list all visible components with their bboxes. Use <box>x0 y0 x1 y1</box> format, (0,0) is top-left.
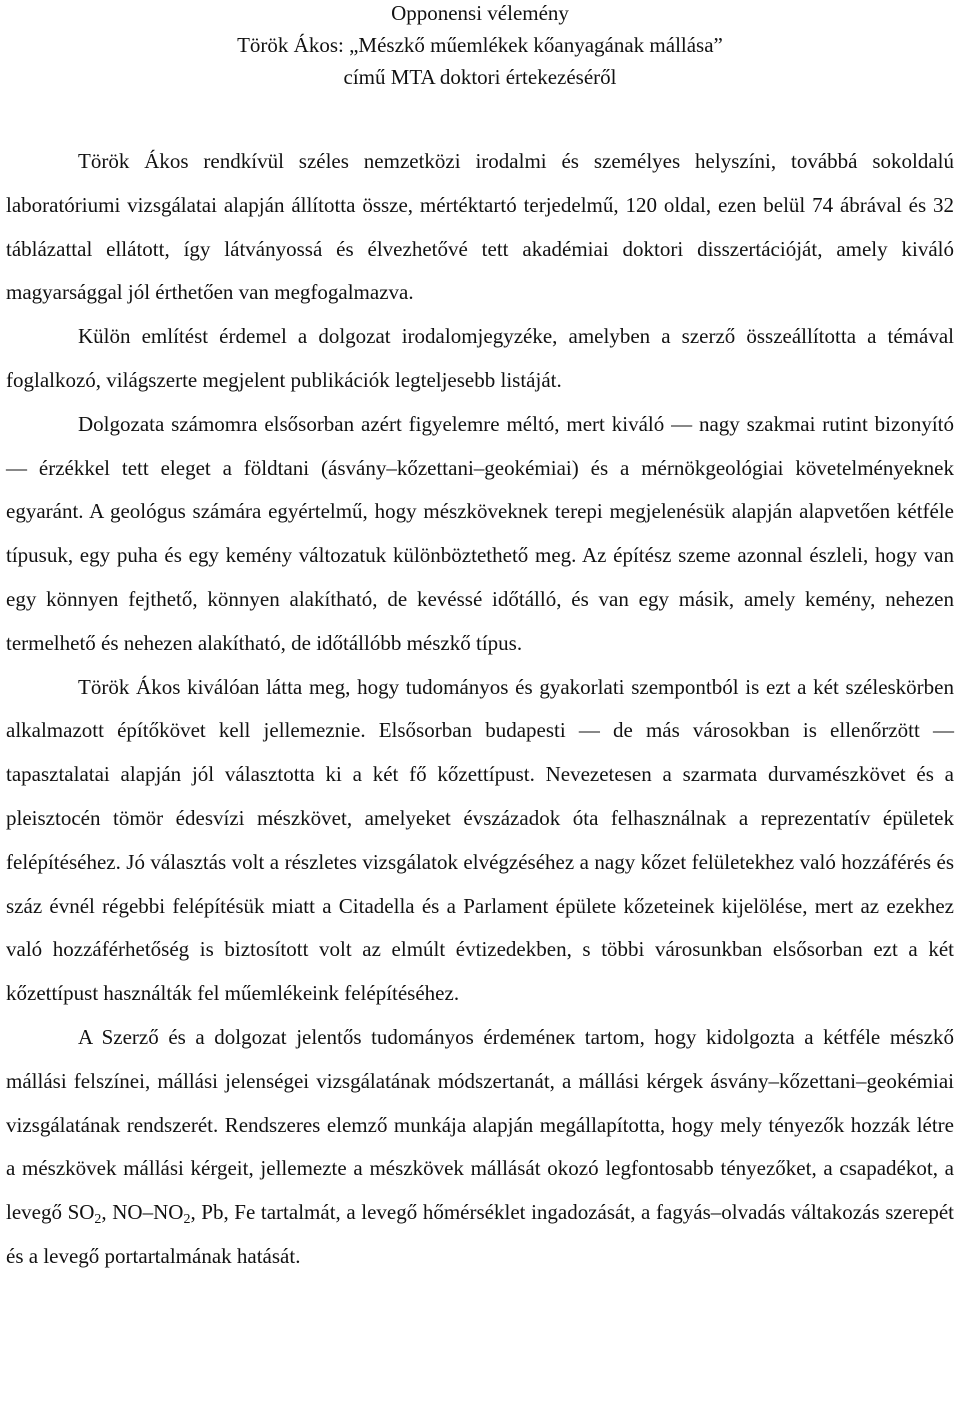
document-subtitle: című MTA doktori értekezéséről <box>343 65 617 89</box>
document-title: Opponensi vélemény <box>391 1 569 25</box>
paragraph: Dolgozata számomra elsősorban azért figyelemre méltó, mert kiváló ― nagy szakmai rutint bizonyító ― érzékkel tett eleget a földtani (ásvány–kőzettani–geokémiai) és a mérnökgeológiai követelményeknek egyaránt. A geológus számára egyértelmű, hogy mészköveknek terepi megjelenésük alapján alapvetően kétféle típusuk, egy puha és egy kemény változatuk különböztethető meg. Az építész szeme azonnal észleli, hogy van egy könnyen fejthető, könnyen alakítható, de kevéssé időtálló, és van egy másik, amely kemény, nehezen termelhető és nehezen alakítható, de időtállóbb mészkő típus. <box>6 411 954 655</box>
paragraph: Török Ákos rendkívül széles nemzetközi irodalmi és személyes helyszíni, továbbá sokoldalú laboratóriumi vizsgálatai alapján állította össze, mértéktartó terjedelmű, 120 oldal, ezen belül 74 ábrával és 32 táblázattal ellátott, így látványossá és élvezhetővé tett akadémiai doktori disszertációját, amely kiváló magyarsággal jól érthetően van megfogalmazva. <box>6 149 954 305</box>
document-header <box>6 0 954 93</box>
paragraph-text: , NO–NO <box>101 1200 184 1225</box>
subscript: 2 <box>94 1212 102 1228</box>
document-subject: Török Ákos: „Mészkő műemlékek kőanyagának mállása” <box>237 33 723 57</box>
paragraph-text: , Pb, Fe tartalmát, a levegő hőmérséklet ingadozását, a fagyás–olvadás váltakozás szerepét és a levegő portartalmának hatását. <box>6 1200 954 1268</box>
document-body <box>6 140 954 1279</box>
subscript: 2 <box>183 1212 191 1228</box>
paragraph: Külön említést érdemel a dolgozat irodalomjegyzéke, amelyben a szerző összeállította a témával foglalkozó, világszerte megjelent publikációk legteljesebb listáját. <box>6 324 954 392</box>
paragraph: Török Ákos kiválóan látta meg, hogy tudományos és gyakorlati szempontból is ezt a két széleskörben alkalmazott építőkövet kell jellemeznie. Elsősorban budapesti ― de más városokban is ellenőrzött ― tapasztalatai alapján jól választotta ki a két fő kőzettípust. Nevezetesen a szarmata durvamészkövet és a pleisztocén tömör édesvízi mészkövet, amelyeket évszázadok óta felhasználnak a reprezentatív épületek felépítéséhez. Jó választás volt a részletes vizsgálatok elvégzéséhez a nagy kőzet felületekhez való hozzáférés és száz évnél régebbi felépítésük miatt a Citadella és a Parlament épülete kőzeteinek kijelölése, mert az ezekhez való hozzáférhetőség is biztosított volt az elmúlt évtizedekben, s többi városunkban elsősorban ezt a két kőzettípust használták fel műemlékeink felépítéséhez. <box>6 674 954 1006</box>
paragraph <box>6 1016 954 1279</box>
paragraph-text: A Szerző és a dolgozat jelentős tudományos érdeméneк tartom, hogy kidolgozta a kétféle mészkő mállási felszínei, mállási jelenségei vizsgálatának módszertanát, a mállási kérgek ásvány–kőzettani–geokémiai vizsgálatának rendszerét. Rendszeres elemző munkája alapján megállapította, hogy mely tényezők hozzák létre a mészkövek mállási kérgeit, jellemezte a mészkövek mállását okozó legfontosabb tényezőket, a csapadékot, a levegő SO <box>6 1024 954 1225</box>
